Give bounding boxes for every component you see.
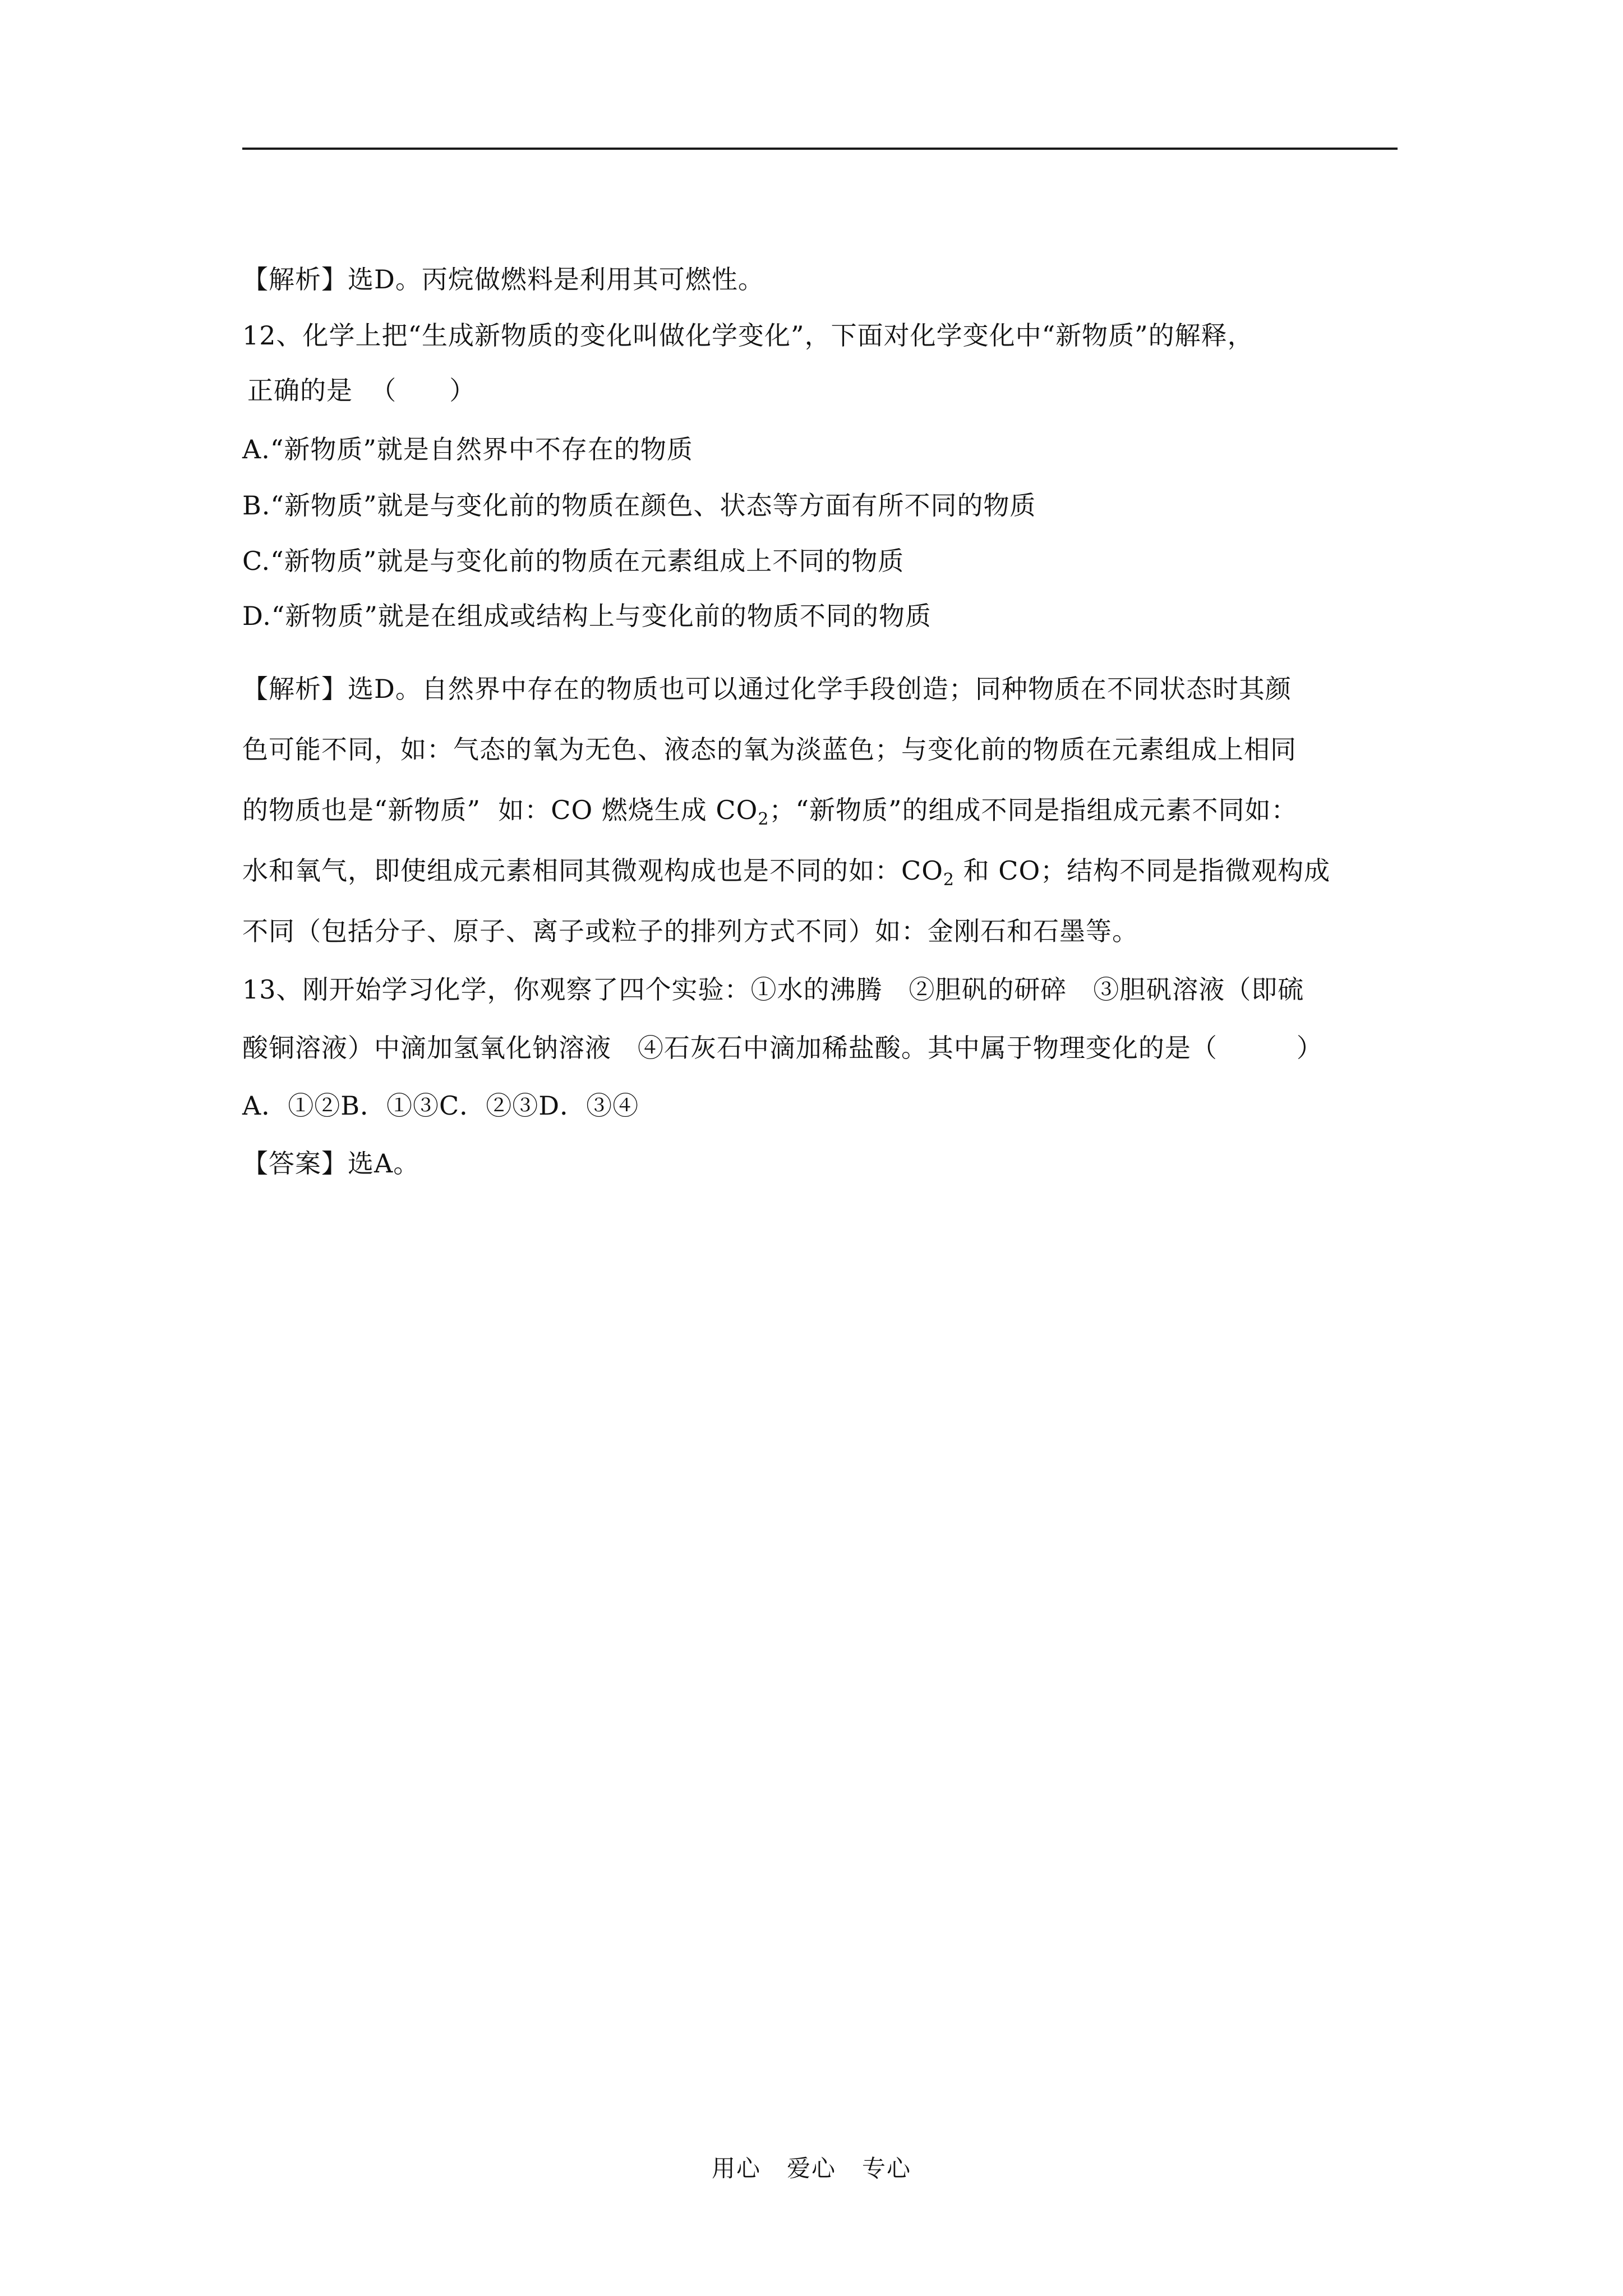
q12-analysis-line-2: 色可能不同，如：气态的氧为无色、液态的氧为淡蓝色；与变化前的物质在元素组成上相同 [242,734,1297,765]
q13-stem-line-1: 13、刚开始学习化学，你观察了四个实验：①水的沸腾 ②胆矾的研碎 ③胆矾溶液（即硫 [242,974,1304,1005]
header-rule [242,148,1398,150]
q12-stem-line-2: 正确的是 （ ） [247,375,476,406]
q13-stem-line-2: 酸铜溶液）中滴加氢氧化钠溶液 ④石灰石中滴加稀盐酸。其中属于物理变化的是（ ） [242,1033,1323,1063]
q13-answer: 【答案】选A。 [242,1148,420,1179]
q12-analysis-line-5: 不同（包括分子、原子、离子或粒子的排列方式不同）如：金刚石和石墨等。 [242,916,1138,946]
subscript-2: 2 [758,809,769,829]
q12-option-b: B.“新物质”就是与变化前的物质在颜色、状态等方面有所不同的物质 [242,490,1036,521]
q12-analysis-line-4-part-b: 和 CO；结构不同是指微观构成 [955,855,1331,886]
q12-analysis-line-3-part-a: 的物质也是“新物质” 如：CO 燃烧生成 CO [242,795,758,825]
q12-analysis-line-3-part-b: ；“新物质”的组成不同是指组成元素不同如： [769,795,1298,825]
q12-analysis-line-1: 【解析】选D。自然界中存在的物质也可以通过化学手段创造；同种物质在不同状态时其颜 [242,674,1292,704]
page-footer: 用心 爱心 专心 [711,2155,912,2182]
q12-analysis-line-3 [242,793,1297,836]
subscript-2: 2 [943,870,955,890]
q11-analysis: 【解析】选D。丙烷做燃料是利用其可燃性。 [242,264,764,295]
q12-option-d: D.“新物质”就是在组成或结构上与变化前的物质不同的物质 [242,601,932,631]
q12-analysis-line-4-part-a: 水和氧气，即使组成元素相同其微观构成也是不同的如：CO [242,855,943,886]
q12-stem-line-1: 12、化学上把“生成新物质的变化叫做化学变化”，下面对化学变化中“新物质”的解释， [242,320,1254,351]
q12-option-a: A.“新物质”就是自然界中不存在的物质 [242,434,693,464]
q12-analysis-line-4 [242,854,1330,897]
q13-options: A．①②B．①③C．②③D．③④ [242,1091,639,1121]
q12-option-c: C.“新物质”就是与变化前的物质在元素组成上不同的物质 [242,546,905,576]
